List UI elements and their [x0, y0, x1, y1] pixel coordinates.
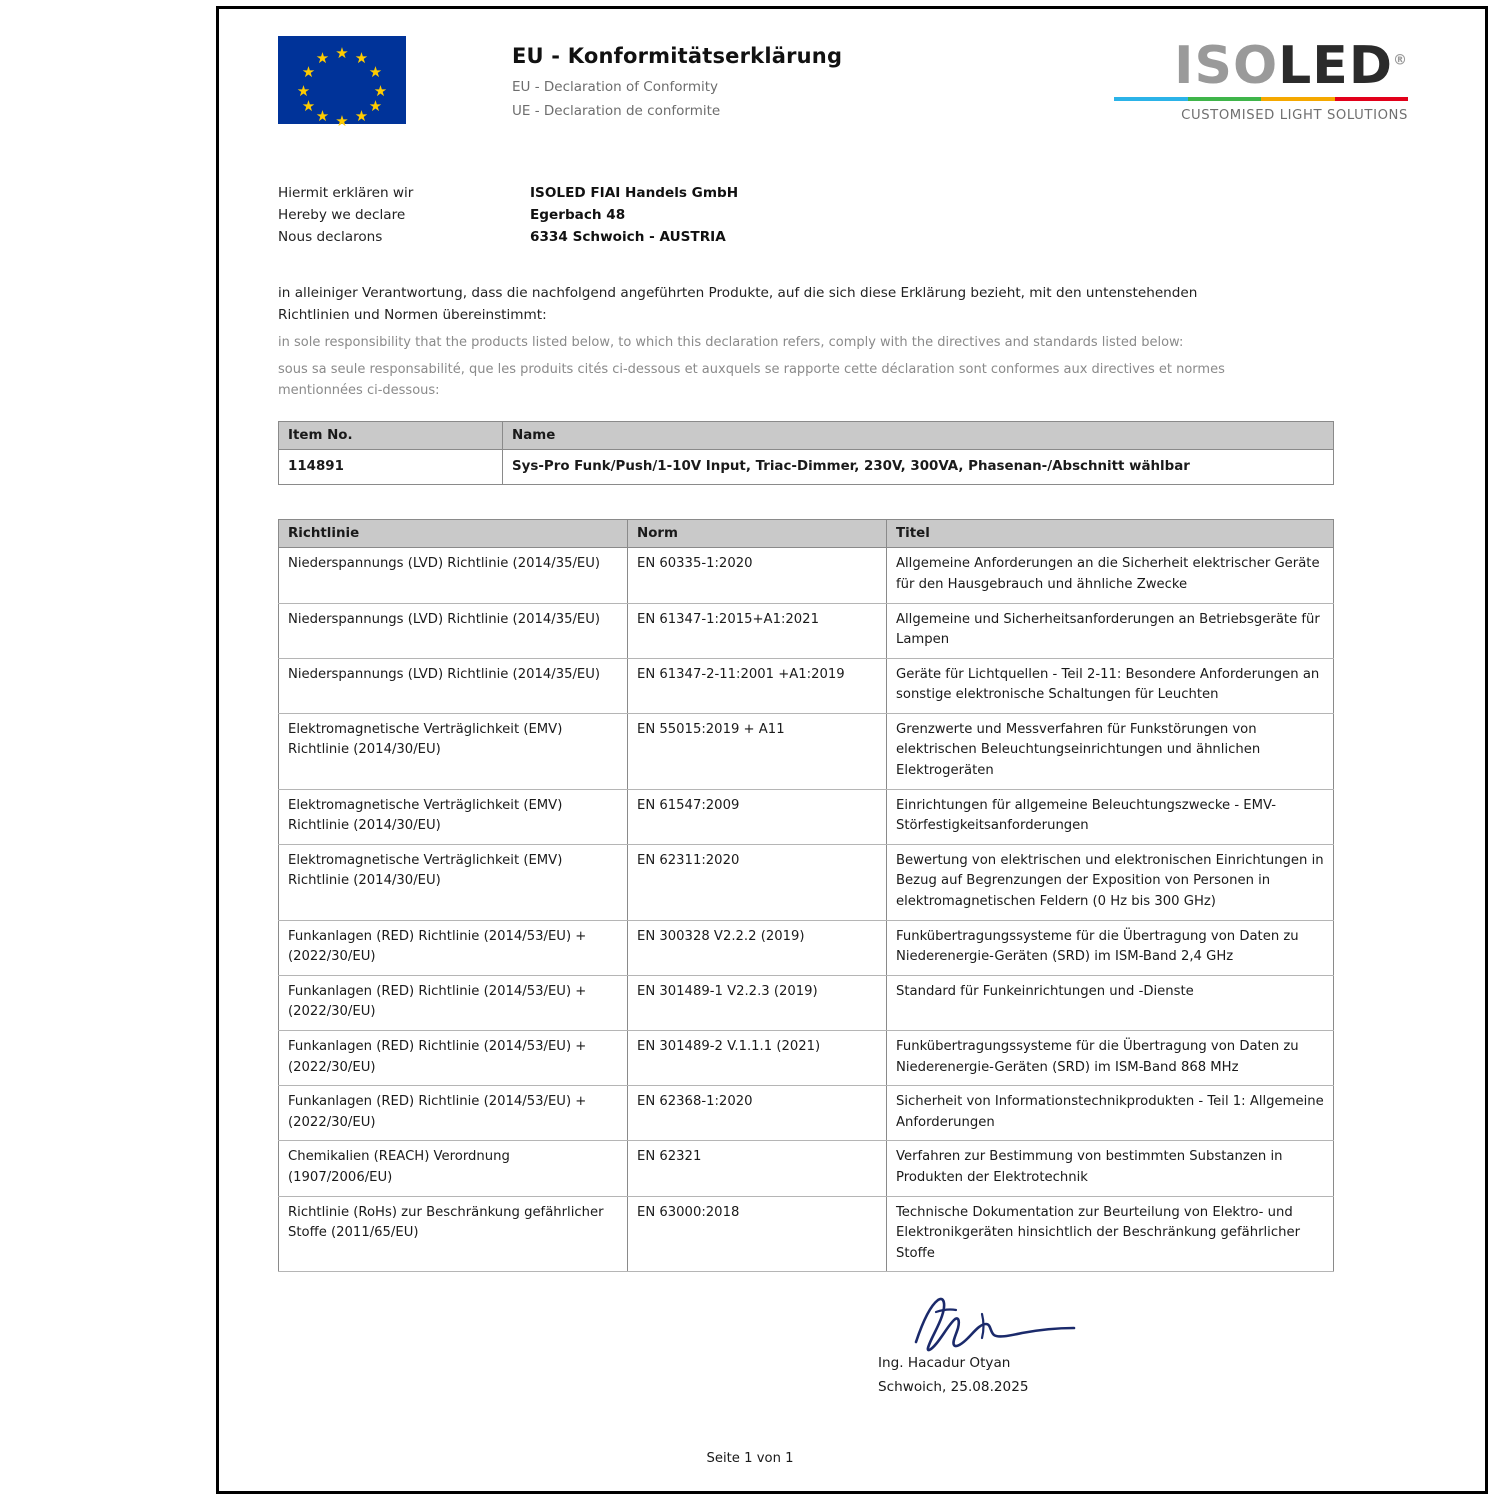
cell-directive: Funkanlagen (RED) Richtlinie (2014/53/EU) + (2022/30/EU): [279, 920, 628, 975]
table-row: [279, 975, 1334, 1030]
cell-norm: EN 300328 V2.2.2 (2019): [628, 920, 887, 975]
table-header-row: [279, 520, 1334, 548]
cell-directive: Niederspannungs (LVD) Richtlinie (2014/35/EU): [279, 658, 628, 713]
responsibility-de: in alleiniger Verantwortung, dass die nachfolgend angeführten Produkte, auf die sich diese Erklärung bezieht, mit den untenstehenden Richtlinien und Normen übereinstimmt:: [278, 285, 1198, 324]
document-titles: [512, 32, 1108, 119]
cell-title: Einrichtungen für allgemeine Beleuchtungszwecke - EMV-Störfestigkeitsanforderungen: [887, 789, 1334, 844]
page-subtitle-fr: UE - Declaration de conformite: [512, 103, 721, 119]
cell-title: Funkübertragungssysteme für die Übertragung von Daten zu Niederenergie-Geräten (SRD) im ISM-Band 868 MHz: [887, 1031, 1334, 1086]
cell-directive: Richtlinie (RoHs) zur Beschränkung gefährlicher Stoffe (2011/65/EU): [279, 1196, 628, 1272]
signature-details: [878, 1352, 1029, 1400]
cell-norm: EN 61347-2-11:2001 +A1:2019: [628, 658, 887, 713]
cell-directive: Elektromagnetische Verträglichkeit (EMV) Richtlinie (2014/30/EU): [279, 789, 628, 844]
column-header-norm: Norm: [628, 520, 887, 548]
cell-directive: Funkanlagen (RED) Richtlinie (2014/53/EU) + (2022/30/EU): [279, 1031, 628, 1086]
page-subtitle-en: EU - Declaration of Conformity: [512, 79, 719, 95]
table-row: [279, 713, 1334, 789]
company-city: 6334 Schwoich - AUSTRIA: [530, 229, 726, 246]
cell-norm: EN 61347-1:2015+A1:2021: [628, 603, 887, 658]
column-header-item-no: Item No.: [279, 422, 503, 450]
page-content: [216, 14, 1470, 1404]
column-header-name: Name: [503, 422, 1334, 450]
cell-product-name: Sys-Pro Funk/Push/1-10V Input, Triac-Dimmer, 230V, 300VA, Phasenan-/Abschnitt wählbar: [503, 450, 1334, 485]
cell-norm: EN 301489-1 V2.2.3 (2019): [628, 975, 887, 1030]
signature-area: [278, 1294, 1408, 1404]
cell-norm: EN 62321: [628, 1141, 887, 1196]
cell-norm: EN 60335-1:2020: [628, 548, 887, 603]
cell-title: Standard für Funkeinrichtungen und -Dienste: [887, 975, 1334, 1030]
cell-directive: Elektromagnetische Verträglichkeit (EMV) Richtlinie (2014/30/EU): [279, 713, 628, 789]
cell-title: Technische Dokumentation zur Beurteilung von Elektro- und Elektronikgeräten hinsichtlich der Beschränkung gefährlicher Stoffe: [887, 1196, 1334, 1272]
cell-norm: EN 63000:2018: [628, 1196, 887, 1272]
product-table: [278, 421, 1334, 485]
page-title: EU - Konformitätserklärung: [512, 44, 843, 68]
document-header: [278, 32, 1408, 144]
cell-directive: Elektromagnetische Verträglichkeit (EMV) Richtlinie (2014/30/EU): [279, 844, 628, 920]
responsibility-block: [278, 282, 1408, 401]
table-row: [279, 920, 1334, 975]
logo-registered-mark: ®: [1393, 52, 1408, 69]
logo-text-led: LED: [1278, 36, 1393, 96]
declaration-company: [530, 182, 738, 248]
responsibility-en: in sole responsibility that the products listed below, to which this declaration refers, comply with the directives and standards listed below:: [278, 335, 1184, 351]
table-row: [279, 1196, 1334, 1272]
logo-tagline: CUSTOMISED LIGHT SOLUTIONS: [1181, 108, 1408, 123]
cell-title: Bewertung von elektrischen und elektronischen Einrichtungen in Bezug auf Begrenzungen der Exposition von Personen in elektromagnetischen Feldern (0 Hz bis 300 GHz): [887, 844, 1334, 920]
cell-title: Verfahren zur Bestimmung von bestimmten Substanzen in Produkten der Elektrotechnik: [887, 1141, 1334, 1196]
company-street: Egerbach 48: [530, 207, 626, 224]
cell-title: Allgemeine und Sicherheitsanforderungen an Betriebsgeräte für Lampen: [887, 603, 1334, 658]
table-row: [279, 450, 1334, 485]
cell-directive: Niederspannungs (LVD) Richtlinie (2014/35/EU): [279, 548, 628, 603]
table-row: [279, 1141, 1334, 1196]
cell-title: Sicherheit von Informationstechnikprodukten - Teil 1: Allgemeine Anforderungen: [887, 1086, 1334, 1141]
table-row: [279, 844, 1334, 920]
cell-norm: EN 61547:2009: [628, 789, 887, 844]
cell-norm: EN 301489-2 V.1.1.1 (2021): [628, 1031, 887, 1086]
cell-title: Grenzwerte und Messverfahren für Funkstörungen von elektrischen Beleuchtungseinrichtungen und ähnlichen Elektrogeräten: [887, 713, 1334, 789]
declaration-label-fr: Nous declarons: [278, 229, 383, 246]
signature-place-date: Schwoich, 25.08.2025: [878, 1379, 1029, 1396]
table-row: [279, 658, 1334, 713]
cell-directive: Chemikalien (REACH) Verordnung (1907/2006/EU): [279, 1141, 628, 1196]
table-row: [279, 548, 1334, 603]
column-header-titel: Titel: [887, 520, 1334, 548]
signatory-name: Ing. Hacadur Otyan: [878, 1355, 1011, 1372]
cell-directive: Funkanlagen (RED) Richtlinie (2014/53/EU) + (2022/30/EU): [279, 1086, 628, 1141]
cell-norm: EN 62368-1:2020: [628, 1086, 887, 1141]
company-name: ISOLED FIAI Handels GmbH: [530, 185, 739, 201]
cell-title: Funkübertragungssysteme für die Übertragung von Daten zu Niederenergie-Geräten (SRD) im ISM-Band 2,4 GHz: [887, 920, 1334, 975]
cell-directive: Niederspannungs (LVD) Richtlinie (2014/35/EU): [279, 603, 628, 658]
cell-item-no: 114891: [279, 450, 503, 485]
table-row: [279, 789, 1334, 844]
page-footer: Seite 1 von 1: [706, 1451, 794, 1466]
responsibility-fr: sous sa seule responsabilité, que les produits cités ci-dessous et auxquels se rapporte cette déclaration sont conformes aux directives et normes mentionnées ci-dessous:: [278, 362, 1225, 399]
logo-color-bar: [1114, 97, 1408, 101]
declaration-label-de: Hiermit erklären wir: [278, 185, 414, 201]
eu-flag-icon: ★ ★ ★ ★ ★ ★ ★ ★ ★ ★ ★ ★: [278, 36, 406, 124]
isoled-logo: [1108, 32, 1408, 123]
cell-directive: Funkanlagen (RED) Richtlinie (2014/53/EU) + (2022/30/EU): [279, 975, 628, 1030]
norms-table: [278, 519, 1334, 1272]
table-row: [279, 1031, 1334, 1086]
declaration-block: [278, 182, 1408, 248]
logo-wordmark: [1108, 36, 1408, 96]
cell-norm: EN 55015:2019 + A11: [628, 713, 887, 789]
declaration-labels: [278, 182, 530, 248]
table-row: [279, 1086, 1334, 1141]
table-header-row: [279, 422, 1334, 450]
table-row: [279, 603, 1334, 658]
cell-title: Allgemeine Anforderungen an die Sicherheit elektrischer Geräte für den Hausgebrauch und ähnliche Zwecke: [887, 548, 1334, 603]
cell-norm: EN 62311:2020: [628, 844, 887, 920]
logo-text-iso: ISO: [1174, 36, 1279, 96]
declaration-label-en: Hereby we declare: [278, 207, 406, 224]
column-header-richtlinie: Richtlinie: [279, 520, 628, 548]
signature-image: [898, 1290, 1118, 1360]
cell-title: Geräte für Lichtquellen - Teil 2-11: Besondere Anforderungen an sonstige elektronische Schaltungen für Leuchten: [887, 658, 1334, 713]
